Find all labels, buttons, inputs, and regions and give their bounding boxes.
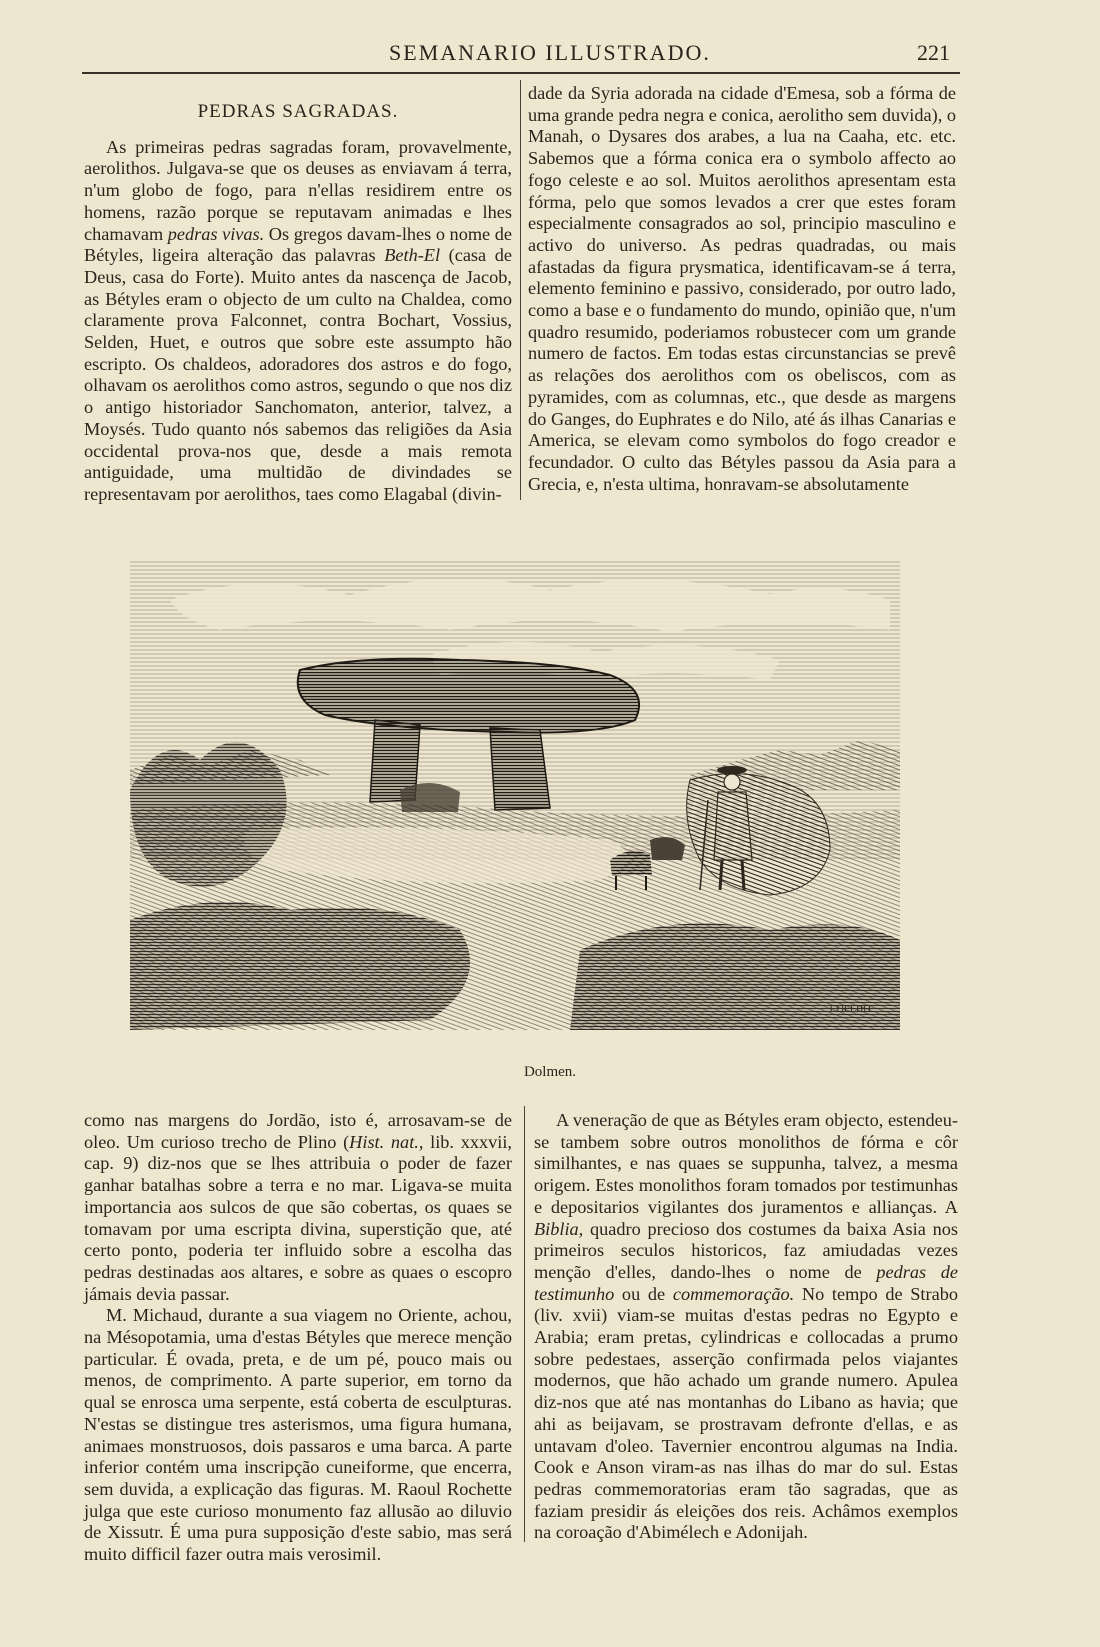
italic-run: Beth-El — [384, 245, 441, 266]
text-column-3 — [84, 1110, 512, 1566]
article-title: PEDRAS SAGRADAS. — [197, 101, 399, 122]
text-column-1 — [84, 83, 512, 506]
header-rule — [82, 72, 960, 74]
text-run: quadro precioso dos costumes da baixa Asia nos primeiros seculos historicos, faz amiudadas vezes menção d'elles, dando-lhes o nome de — [534, 1218, 958, 1282]
paragraph — [84, 1110, 512, 1305]
italic-run: pedras vivas. — [167, 223, 265, 244]
dolmen-support-stone — [490, 728, 550, 810]
italic-run: Hist. nat. — [349, 1131, 419, 1152]
engraver-signature: COELHO — [830, 1004, 871, 1015]
foreground-brush — [130, 902, 470, 1030]
text-run: ou de — [614, 1283, 673, 1304]
italic-run: commemoração. — [672, 1283, 795, 1304]
figure-caption: Dolmen. — [523, 1064, 577, 1080]
text-run: como nas margens do Jordão, isto é, arrosavam-se de oleo. Um curioso trecho de Plino ( — [84, 1110, 512, 1152]
running-head — [0, 38, 1100, 70]
text-run: , lib. xxxvii, cap. 9) diz-nos que se lhes attribuia o poder de fazer ganhar batalhas sobre a terra e no mar. Ligava-se muita importancia aos sulcos de que são cobertas, os quaes se tomavam por uma escripta divina, superstição que, até certo ponto, poderia ter influido sobre a escolha das pedras destinadas aos altares, e sobre as quaes o escopro jámais devia passar. — [84, 1131, 512, 1304]
italic-run: Biblia, — [534, 1218, 584, 1239]
text-run: Os gregos davam-lhes o nome de Bétyles, ligeira alteração das palavras — [84, 223, 512, 266]
journal-title: SEMANARIO ILLUSTRADO. — [389, 40, 711, 65]
paragraph — [534, 1110, 958, 1544]
text-run: No tempo de Strabo (liv. xvii) viam-se muitas d'estas pedras no Egypto e Arabia; eram pretas, cylindricas e collocadas a prumo sobre pedestaes, asserção confirmada pelos viajantes modernos, que hão achado um grande numero. Apulea diz-nos que até nas montanhas do Libano as havia; que ahi as beijavam, se prostravam defronte d'ellas, e as untavam d'oleo. Tavernier encontrou algumas na India. Cook e Anson viram-as nas ilhas do mar do sul. Estas pedras commemoratorias eram tão sagradas, que as faziam presidir ás eleições dos reis. Achâmos exemplos na coroação d'Abimélech e Adonijah. — [534, 1283, 958, 1543]
italic-run: pedras de testimunho — [534, 1261, 958, 1304]
column-divider-top — [520, 80, 521, 500]
text-column-2 — [528, 83, 956, 495]
text-column-4 — [534, 1110, 958, 1544]
text-run: As primeiras pedras sagradas foram, provavelmente, aerolithos. Julgava-se que os deuses as enviavam á terra, n'um globo de fogo, para n'ellas residirem entre os homens, razão porque se reputavam animadas e lhes chamavam — [84, 136, 512, 244]
paragraph — [84, 137, 512, 506]
text-run: A veneração de que as Bétyles eram objecto, estendeu-se tambem sobre outros monolithos de fórma e côr similhantes, e nas quaes se suppunha, talvez, a mesma origem. Estes monolithos foram tomados por testimunhas e depositarios vigilantes dos juramentos e allianças. A — [534, 1110, 958, 1217]
paragraph: M. Michaud, durante a sua viagem no Oriente, achou, na Mésopotamia, uma d'estas Bétyles que merece menção particular. É ovada, preta, e de um pé, pouco mais ou menos, de comprimento. A parte superior, em torno da qual se enrosca uma serpente, está coberta de esculpturas. N'estas se distingue tres asterismos, uma figura humana, animaes monstruosos, dois passaros e uma barca. A parte inferior contém uma inscripção cuneiforme, que encerra, sem duvida, a explicação das figuras. M. Raoul Rochette julga que este curioso monumento faz allusão ao diluvio de Xissutr. É uma pura supposição d'este sabio, mas será muito difficil fazer outra mais verosimil. — [84, 1305, 512, 1565]
paragraph: dade da Syria adorada na cidade d'Emesa, sob a fórma de uma grande pedra negra e conica, aerolitho sem duvida), o Manah, o Dysares dos arabes, a lua na Caaha, etc. etc. Sabemos que a fórma conica era o symbolo affecto ao fogo celeste e ao sol. Muitos aerolithos apresentam esta fórma, pelo que somos levados a crer que estes foram especialmente consagrados ao sol, principio masculino e activo do universo. As pedras quadradas, ou mais afastadas da figura prysmatica, identificavam-se á terra, elemento feminino e passivo, considerado, por outro lado, como a base e o fundamento do mundo, opinião que, n'um quadro resumido, poderiamos robustecer com um grande numero de factos. Em todas estas circunstancias se prevê as relações dos aerolithos com os obeliscos, com as pyramides, com as columnas, etc., que desde as margens do Ganges, do Euphrates e do Nilo, até ás ilhas Canarias e America, se elevam como symbolos do fogo creador e fecundador. O culto das Bétyles passou da Asia para a Grecia, e, n'esta ultima, honravam-se absolutamente — [528, 83, 956, 494]
page-number: 221 — [917, 40, 950, 65]
text-run: (casa de Deus, casa do Forte). Muito antes da nascença de Jacob, as Bétyles eram o objecto de um culto na Chaldea, como claramente prova Falconnet, contra Bochart, Vossius, Selden, Huet, e outros que sobre este assumpto hão escripto. Os chaldeos, adoradores dos astros e do fogo, olhavam os aerolithos como astros, segundo o que nos diz o antigo historiador Sanchomaton, anterior, talvez, a Moysés. Tudo quanto nós sabemos das religiões da Asia occidental prova-nos que, desde a mais remota antiguidade, uma multidão de divindades se representavam por aerolithos, taes como Elagabal (divin- — [84, 245, 512, 504]
column-divider-bottom — [524, 1106, 525, 1542]
dolmen-engraving — [130, 560, 900, 1030]
